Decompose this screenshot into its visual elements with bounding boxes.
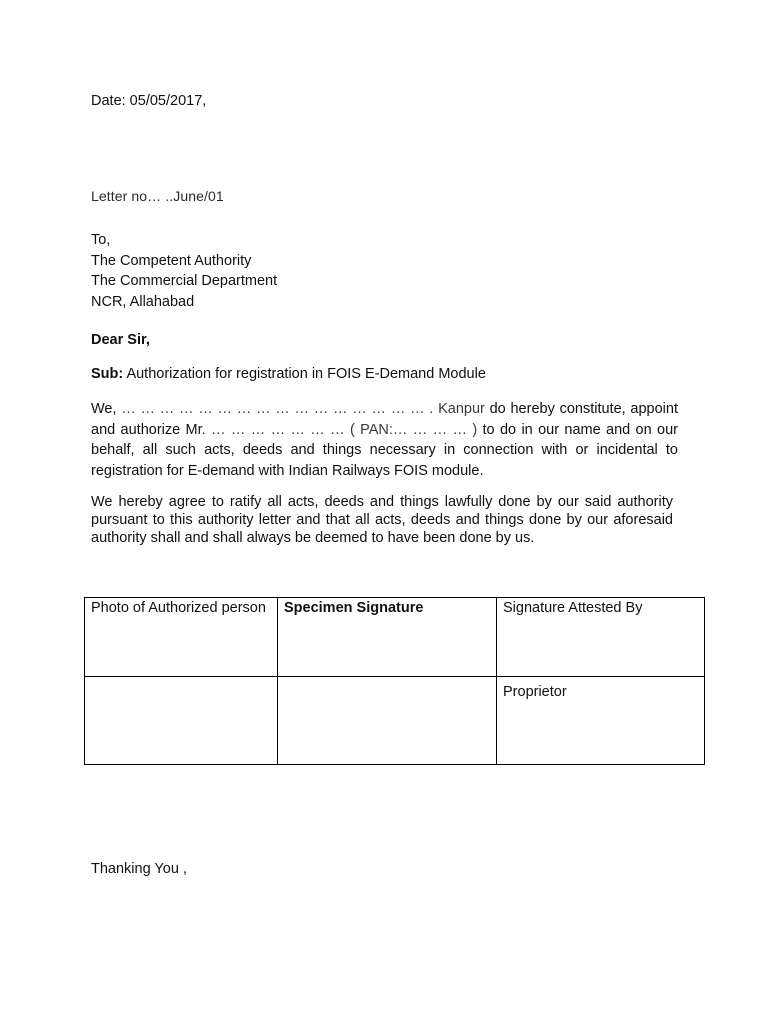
proprietor-label: Proprietor (503, 684, 567, 700)
proprietor-cell (497, 677, 705, 765)
para1-text-2: to do in our name and on our behalf, all such acts, deeds and things necessary in connection with or incidental to registration for E-demand with Indian Railways FOIS module. (91, 421, 678, 479)
para1-we: We, (91, 401, 122, 417)
letter-date: Date: 05/05/2017, (91, 93, 207, 109)
salutation: Dear Sir, (91, 332, 150, 348)
address-line-1: The Competent Authority (91, 252, 252, 269)
photo-label: Photo of Authorized person (91, 600, 266, 616)
address-to: To, (91, 232, 111, 248)
specimen-signature-cell (278, 598, 497, 677)
closing-line: Thanking You , (91, 861, 187, 877)
address-line-2: The Commercial Department (91, 273, 278, 289)
company-blank: … … … … … … … … … … … … … … … … . Kanpur (121, 401, 485, 417)
letter-number: Letter no… ..June/01 (91, 188, 224, 204)
signature-box (278, 677, 497, 765)
address-line-3: NCR, Allahabad (91, 293, 195, 310)
recipient-address (91, 230, 277, 312)
ratification-paragraph: We hereby agree to ratify all acts, deeds and things lawfully done by our said authority pursuant to this authority letter and that all acts, deeds and things done by our aforesaid authority shall and shall always be deemed to have been done by us. (91, 494, 673, 546)
subject-label: Sub: (91, 366, 124, 382)
photo-box (85, 677, 278, 765)
name-pan-blank: . … … … … … … … ( PAN:… … … … ) (201, 421, 478, 438)
subject-line (91, 366, 486, 382)
authorization-paragraph (91, 399, 678, 481)
specimen-signature-label: Specimen Signature (284, 600, 424, 616)
subject-text: Authorization for registration in FOIS E-Demand Module (123, 366, 486, 382)
photo-cell (85, 598, 278, 677)
table-row (85, 598, 705, 677)
table-row (85, 677, 705, 765)
signature-table (84, 597, 705, 765)
attested-by-cell (497, 598, 705, 677)
attested-by-label: Signature Attested By (503, 600, 643, 616)
para1-text-1: do hereby constitute, appoint and authorize Mr (91, 401, 678, 438)
